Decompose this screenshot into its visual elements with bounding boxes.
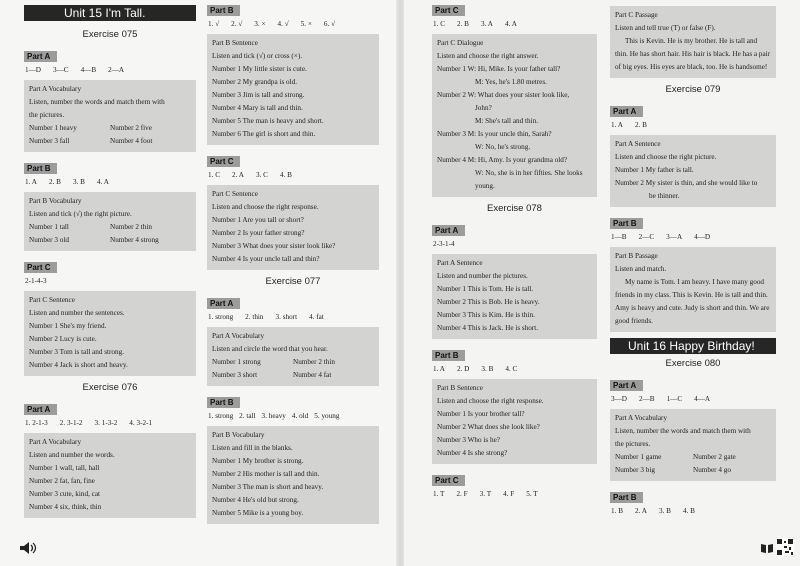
- part-c-passage-box: Part C Passage Listen and tell true (T) or false (F). This is Kevin. He is my brother. He is tall and thin. He has short hair. His hair is black. He has a pair of big eyes. His eyes are black, too. He is handsome!: [610, 6, 776, 78]
- exercise-078-title: Exercise 078: [487, 203, 542, 214]
- part-c-sentence-box: Part C Sentence Listen and choose the right response. Number 1 Are you tall or short? Number 2 Is your father strong? Number 3 What does your sister look like? Number 4 Is your uncle tall and thin?: [207, 185, 379, 270]
- part-b-passage-box: Part B Passage Listen and match. My name is Tom. I am heavy. I have many good friends in my class. This is Kevin. He is tall and thin. Amy is heavy and cute. Judy is short and thin. We are good friends.: [610, 247, 776, 332]
- part-c-answers: 1. C 2. B 3. A 4. A: [433, 20, 517, 28]
- part-a-vocabulary-box: Part A Vocabulary Listen and circle the word that you hear. Number 1 strong Number 2 thin Number 3 short Number 4 fat: [207, 327, 379, 386]
- part-c-label: Part C: [24, 262, 57, 273]
- part-b-label: Part B: [432, 350, 465, 361]
- part-b-answers: 1. A 2. D 3. B 4. C: [433, 365, 518, 373]
- part-a-label: Part A: [24, 404, 57, 415]
- part-a-answers: 3—D 2—B 1—C 4—A: [611, 395, 711, 403]
- part-a-sentence-box: Part A Sentence Listen and choose the right picture. Number 1 My father is tall. Number 2 My sister is thin, and she would like to be thinner.: [610, 135, 776, 207]
- part-a-answers: 1. A 2. B: [611, 121, 647, 129]
- book-gutter: [396, 0, 404, 566]
- part-c-label: Part C: [207, 156, 240, 167]
- part-a-vocabulary-box: Part A Vocabulary Listen and number the words. Number 1 wall, tall, hall Number 2 fat, fan, fine Number 3 cute, kind, cat Number 4 six, think, thin: [24, 433, 196, 518]
- part-a-label: Part A: [610, 380, 643, 391]
- part-a-label: Part A: [207, 298, 240, 309]
- column-a: [24, 0, 196, 524]
- part-c-answers: 2-1-4-3: [25, 277, 47, 285]
- book-logo-icon: [760, 541, 774, 559]
- part-c-dialogue-box: Part C Dialogue Listen and choose the right answer. Number 1 W: Hi, Mike. Is your father tall? M: Yes, he's 1.80 metres. Number 2 W: What does your sister look like, John? M: She's tall and thin. Number 3 M: Is your uncle thin, Sarah? W: No, he's strong. Number 4 M: Hi, Amy. Is your grandma old? W: No, she is in her fifties. She looks young.: [432, 34, 597, 197]
- part-b-answers: 1—B 2—C 3—A 4—D: [611, 233, 711, 241]
- part-c-label: Part C: [432, 5, 465, 16]
- part-b-label: Part B: [610, 218, 643, 229]
- part-c-answers: 1. C 2. A 3. C 4. B: [208, 171, 292, 179]
- part-b-label: Part B: [610, 492, 643, 503]
- part-b-answers: 1. √ 2. √ 3. × 4. √ 5. × 6. √: [208, 20, 336, 28]
- unit-15-title: Unit 15 I'm Tall.: [24, 5, 196, 21]
- part-b-vocabulary-box: Part B Vocabulary Listen and fill in the blanks. Number 1 My brother is strong. Number 2 His mother is tall and thin. Number 3 The man is short and heavy. Number 4 He's old but strong. Number 5 Mike is a young boy.: [207, 426, 379, 524]
- exercise-077-title: Exercise 077: [265, 276, 321, 287]
- part-a-answers: 1—D 3—C 4—B 2—A: [25, 66, 125, 74]
- part-b-label: Part B: [207, 397, 240, 408]
- unit-16-title: Unit 16 Happy Birthday!: [610, 338, 776, 354]
- part-a-vocabulary-box: Part A Vocabulary Listen, number the words and match them with the pictures. Number 1 game Number 2 gate Number 3 big Number 4 go: [610, 409, 776, 481]
- exercise-075-title: Exercise 075: [82, 29, 138, 40]
- part-b-label: Part B: [207, 5, 240, 16]
- part-b-sentence-box: Part B Sentence Listen and tick (√) or cross (×). Number 1 My little sister is cute. Number 2 My grandpa is old. Number 3 Jim is tall and strong. Number 4 Mary is tall and thin. Number 5 The man is heavy and short. Number 6 The girl is short and thin.: [207, 34, 379, 145]
- part-a-vocabulary-box: Part A Vocabulary Listen, number the words and match them with the pictures. Number 1 heavy Number 2 five Number 3 fall Number 4 foot: [24, 80, 196, 152]
- part-b-answers: 1. strong 2. tall 3. heavy 4. old 5. young: [208, 412, 340, 420]
- part-a-label: Part A: [432, 225, 465, 236]
- column-d: [610, 0, 776, 521]
- part-c-answers: 1. T 2. F 3. T 4. F 5. T: [433, 490, 538, 498]
- part-b-vocabulary-box: Part B Vocabulary Listen and tick (√) the right picture. Number 1 tall Number 2 thin Number 3 old Number 4 strong: [24, 192, 196, 251]
- part-a-answers: 1. 2-1-3 2. 3-1-2 3. 1-3-2 4. 3-2-1: [25, 419, 153, 427]
- part-a-label: Part A: [610, 106, 643, 117]
- part-b-sentence-box: Part B Sentence Listen and choose the right response. Number 1 Is your brother tall? Number 2 What does she look like? Number 3 Who is he? Number 4 Is she strong?: [432, 379, 597, 464]
- column-b: [207, 0, 379, 530]
- exercise-080-title: Exercise 080: [665, 358, 721, 369]
- part-b-answers: 1. B 2. A 3. B 4. B: [611, 507, 695, 515]
- part-c-label: Part C: [432, 475, 465, 486]
- exercise-079-title: Exercise 079: [665, 84, 721, 95]
- part-b-answers: 1. A 2. B 3. B 4. A: [25, 178, 109, 186]
- part-a-sentence-box: Part A Sentence Listen and number the pictures. Number 1 This is Tom. He is tall. Number 2 This is Bob. He is heavy. Number 3 This is Kim. He is thin. Number 4 This is Jack. He is short.: [432, 254, 597, 339]
- speaker-logo-icon: [18, 541, 38, 560]
- part-c-sentence-box: Part C Sentence Listen and number the sentences. Number 1 She's my friend. Number 2 Lucy is cute. Number 3 Tom is tall and strong. Number 4 Jack is short and heavy.: [24, 291, 196, 376]
- part-a-label: Part A: [24, 51, 57, 62]
- part-b-label: Part B: [24, 163, 57, 174]
- qr-code-icon: [776, 538, 794, 561]
- part-a-answers: 2-3-1-4: [433, 240, 455, 248]
- part-a-answers: 1. strong 2. thin 3. short 4. fat: [208, 313, 324, 321]
- column-c: [432, 0, 597, 504]
- exercise-076-title: Exercise 076: [82, 382, 138, 393]
